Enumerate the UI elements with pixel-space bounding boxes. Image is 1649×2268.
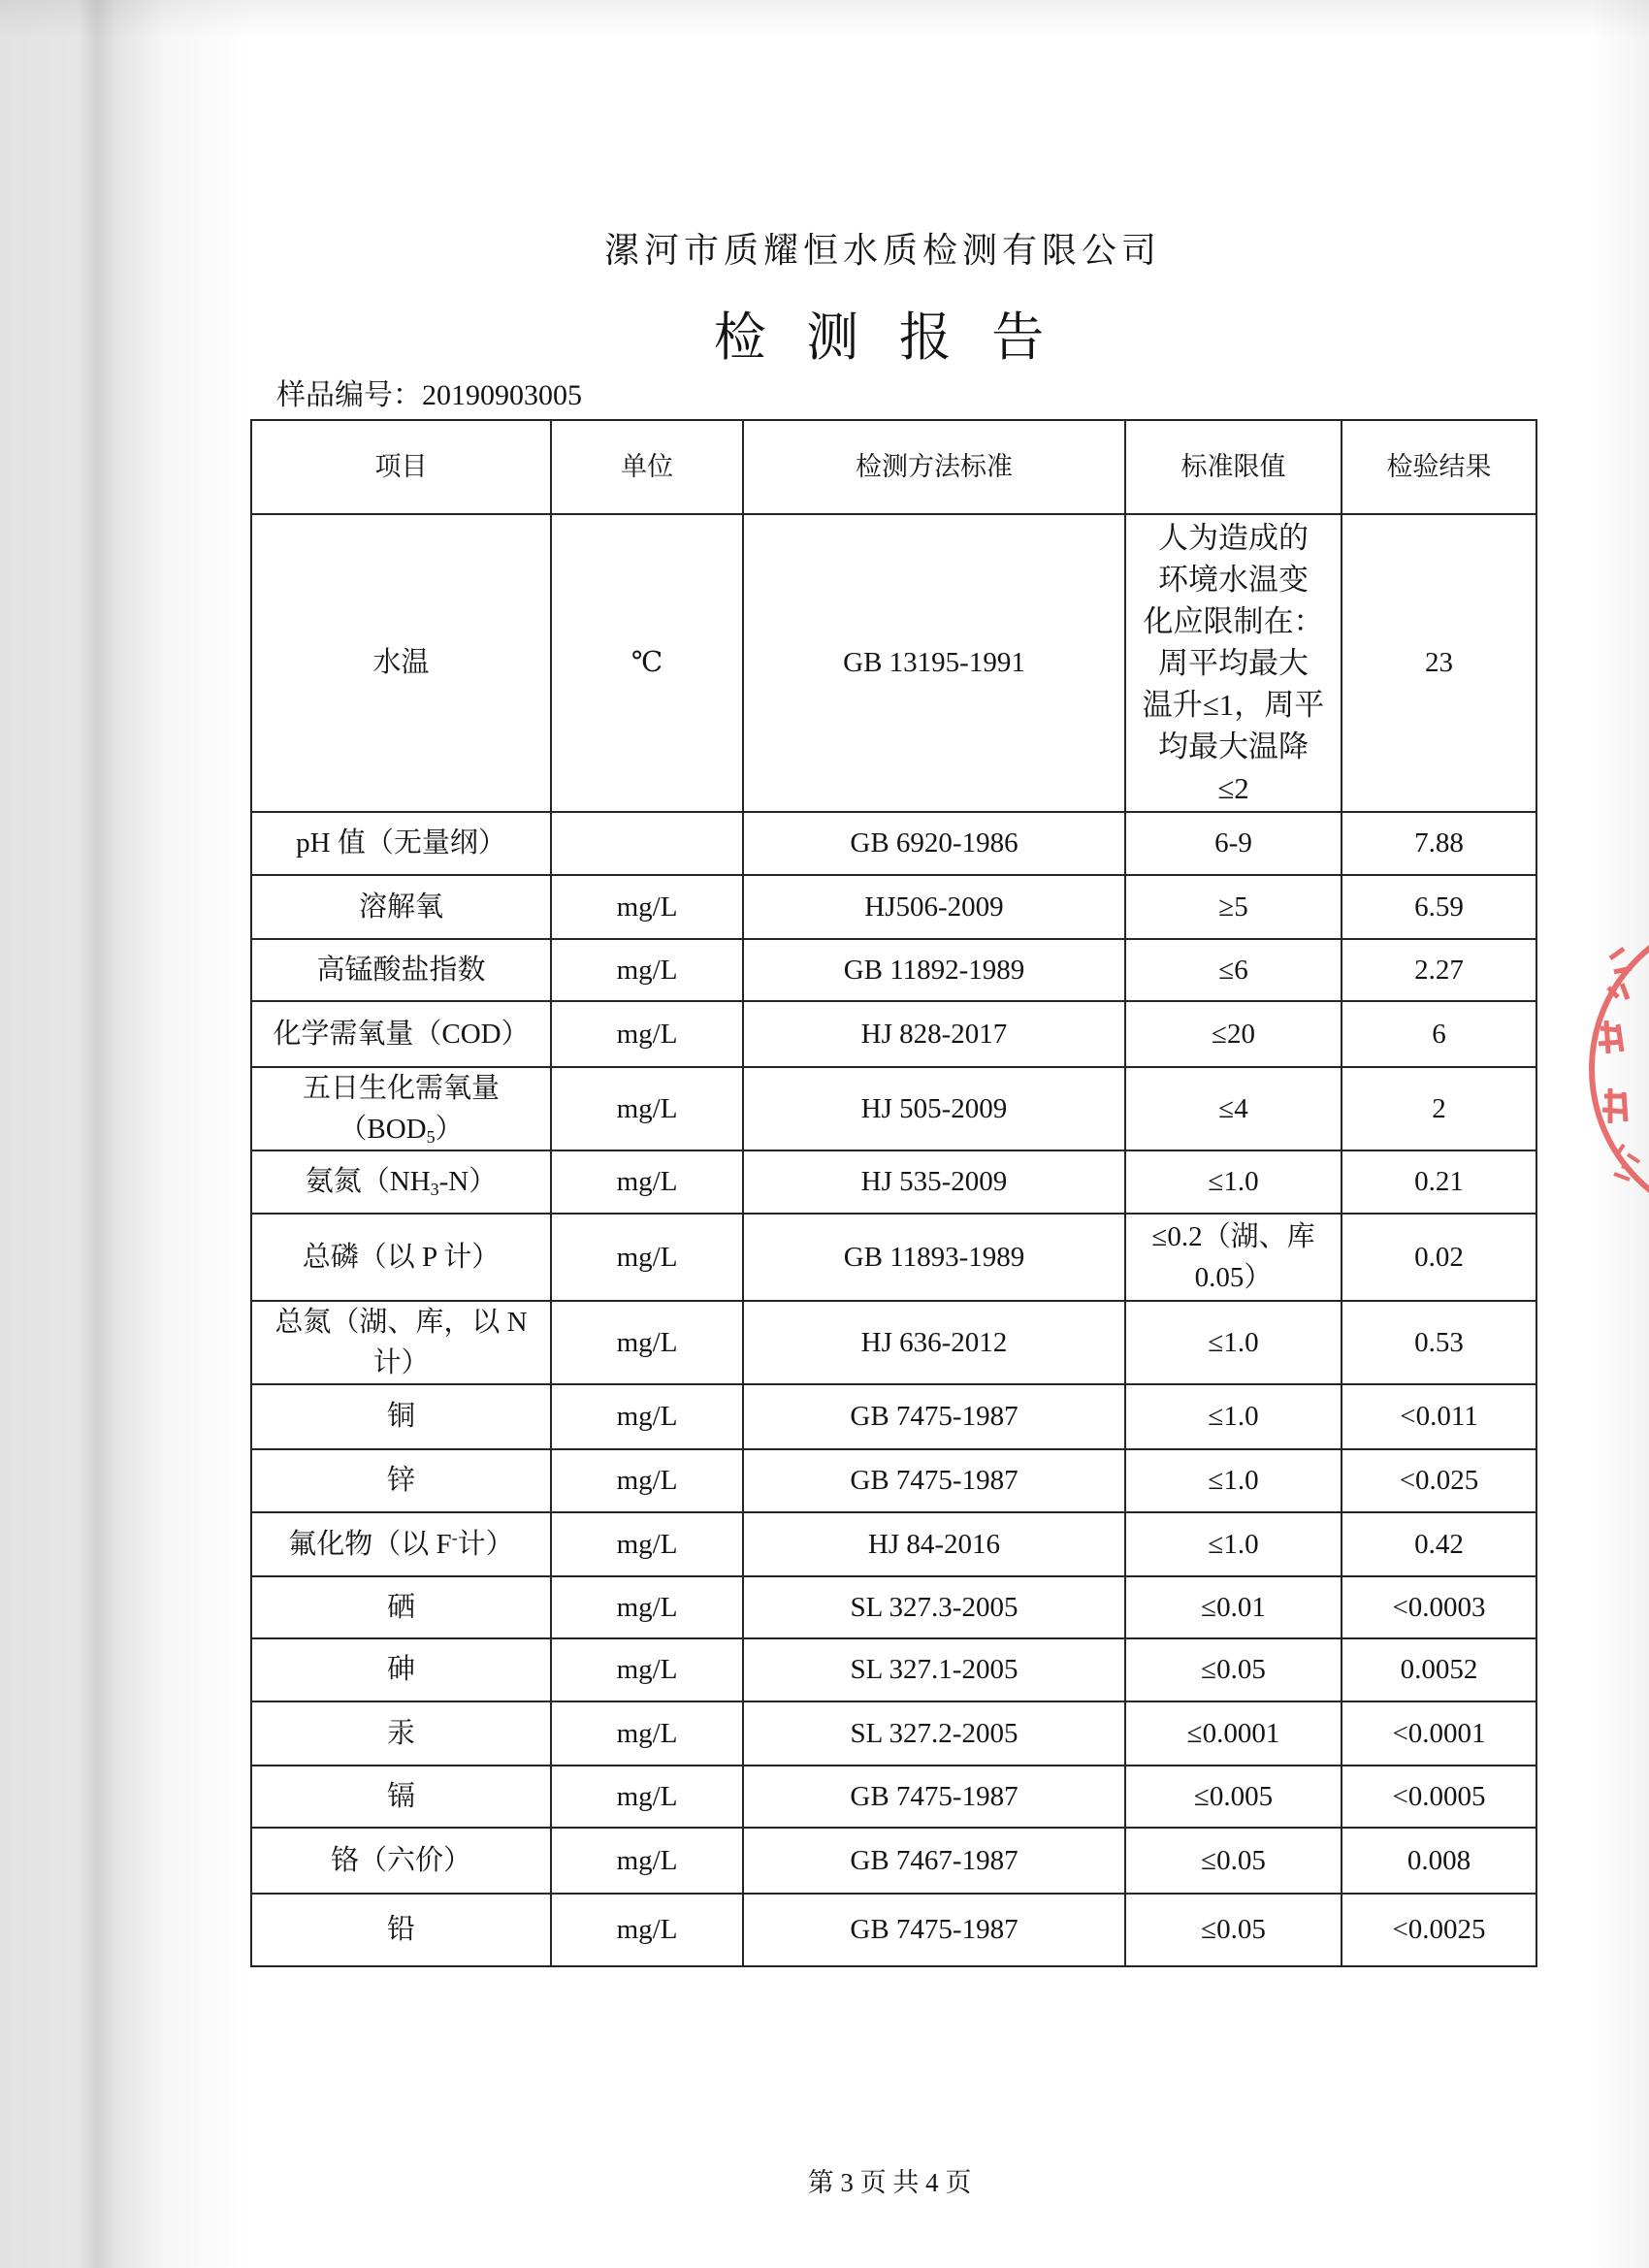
seal-stamp: [1571, 912, 1649, 1222]
cell-unit: mg/L: [551, 1214, 743, 1301]
table-row-cadmium: [251, 1766, 1536, 1828]
header-result: 检验结果: [1342, 420, 1536, 514]
cell-result: 0.008: [1342, 1828, 1536, 1894]
cell-limit: ≤0.05: [1125, 1638, 1342, 1701]
cell-unit: mg/L: [551, 1449, 743, 1512]
cell-limit: ≤0.0001: [1125, 1701, 1342, 1766]
cell-limit: ≤1.0: [1125, 1384, 1342, 1449]
cell-limit: ≤6: [1125, 939, 1342, 1001]
subscript: 3: [430, 1180, 439, 1200]
cell-limit: ≤0.005: [1125, 1766, 1342, 1828]
table-row-copper: [251, 1384, 1536, 1449]
cell-method: GB 7475-1987: [743, 1384, 1125, 1449]
cell-result: 0.53: [1342, 1301, 1536, 1384]
item-text: -N）: [438, 1166, 498, 1197]
header-item: 项目: [251, 420, 551, 514]
cell-unit: mg/L: [551, 1701, 743, 1766]
page-footer: 第 3 页 共 4 页: [807, 2168, 972, 2197]
cell-limit: ≤0.01: [1125, 1576, 1342, 1638]
cell-result: 6.59: [1342, 875, 1536, 939]
item-line: 五日生化需氧量: [302, 1073, 500, 1104]
cell-limit: ≤0.05: [1125, 1894, 1342, 1966]
cell-result: 2: [1342, 1067, 1536, 1150]
cell-result: 0.02: [1342, 1214, 1536, 1301]
cell-item: [251, 1067, 551, 1150]
header-limit: 标准限值: [1125, 420, 1342, 514]
cell-limit: ≤4: [1125, 1067, 1342, 1150]
table-row-chromium-vi: [251, 1828, 1536, 1894]
cell-limit: ≥5: [1125, 875, 1342, 939]
header-unit: 单位: [551, 420, 743, 514]
table-row-total-phosphorus: [251, 1214, 1536, 1301]
item-text: ）: [435, 1114, 464, 1145]
cell-method: SL 327.3-2005: [743, 1576, 1125, 1638]
cell-item: 溶解氧: [251, 875, 551, 939]
cell-unit: [551, 812, 743, 875]
limit-line: 周平均最大: [1158, 646, 1309, 680]
cell-limit: ≤1.0: [1125, 1449, 1342, 1512]
limit-line: 人为造成的: [1158, 521, 1309, 555]
cell-item: 铬（六价）: [251, 1828, 551, 1894]
company-name: 漯河市质耀恒水质检测有限公司: [603, 231, 1161, 270]
cell-item: 锌: [251, 1449, 551, 1512]
cell-method: HJ 636-2012: [743, 1301, 1125, 1384]
seal-mark: [1608, 949, 1632, 999]
table-row-selenium: [251, 1576, 1536, 1638]
cell-limit: ≤1.0: [1125, 1301, 1342, 1384]
item-line: 总氮（湖、库，以 N: [275, 1307, 528, 1338]
cell-unit: mg/L: [551, 875, 743, 939]
item-text: （BOD: [339, 1114, 427, 1145]
cell-unit: mg/L: [551, 1576, 743, 1638]
table-row-ammonia-nitrogen: [251, 1150, 1536, 1214]
cell-unit: mg/L: [551, 1150, 743, 1214]
cell-item: [251, 1512, 551, 1576]
cell-method: GB 7467-1987: [743, 1828, 1125, 1894]
cell-result: 23: [1342, 514, 1536, 812]
item-text: 计）: [457, 1528, 514, 1560]
limit-line: ≤0.2（湖、库: [1151, 1221, 1315, 1252]
cell-item: pH 值（无量纲）: [251, 812, 551, 875]
cell-method: GB 7475-1987: [743, 1449, 1125, 1512]
table-row-dissolved-oxygen: [251, 875, 1536, 939]
cell-unit: mg/L: [551, 1894, 743, 1966]
cell-item: 硒: [251, 1576, 551, 1638]
limit-line: 0.05）: [1194, 1262, 1273, 1293]
table-row-zinc: [251, 1449, 1536, 1512]
cell-unit: mg/L: [551, 1766, 743, 1828]
cell-result: 7.88: [1342, 812, 1536, 875]
subscript: 5: [426, 1127, 436, 1148]
limit-line: 温升≤1，周平: [1142, 688, 1325, 722]
limit-line: 环境水温变: [1158, 563, 1309, 597]
cell-method: GB 7475-1987: [743, 1766, 1125, 1828]
cell-limit: ≤0.05: [1125, 1828, 1342, 1894]
cell-item: [251, 1150, 551, 1214]
seal-mark: [1602, 1088, 1626, 1123]
cell-unit: mg/L: [551, 1067, 743, 1150]
cell-method: SL 327.2-2005: [743, 1701, 1125, 1766]
cell-result: <0.0003: [1342, 1576, 1536, 1638]
sample-number: 样品编号：20190903005: [276, 379, 582, 411]
cell-result: <0.0005: [1342, 1766, 1536, 1828]
cell-unit: mg/L: [551, 939, 743, 1001]
table-row-mercury: [251, 1701, 1536, 1766]
table-row-permanganate-index: [251, 939, 1536, 1001]
table-row-cod: [251, 1001, 1536, 1067]
cell-result: <0.0025: [1342, 1894, 1536, 1966]
table-row-fluoride: [251, 1512, 1536, 1576]
cell-method: HJ506-2009: [743, 875, 1125, 939]
table-row-total-nitrogen: [251, 1301, 1536, 1384]
cell-unit: ℃: [551, 514, 743, 812]
cell-unit: mg/L: [551, 1001, 743, 1067]
cell-method: SL 327.1-2005: [743, 1638, 1125, 1701]
cell-method: HJ 505-2009: [743, 1067, 1125, 1150]
cell-unit: mg/L: [551, 1828, 743, 1894]
table-header-row: [251, 420, 1536, 514]
cell-item: 铜: [251, 1384, 551, 1449]
cell-item: 总磷（以 P 计）: [251, 1214, 551, 1301]
cell-method: GB 7475-1987: [743, 1894, 1125, 1966]
cell-unit: mg/L: [551, 1384, 743, 1449]
cell-limit: ≤1.0: [1125, 1150, 1342, 1214]
item-line: [258, 1109, 544, 1150]
cell-limit: 6-9: [1125, 812, 1342, 875]
table-row-lead: [251, 1894, 1536, 1966]
superscript: -: [451, 1527, 458, 1547]
cell-result: 6: [1342, 1001, 1536, 1067]
cell-method: GB 6920-1986: [743, 812, 1125, 875]
limit-line: 均最大温降: [1158, 729, 1309, 763]
cell-method: GB 11893-1989: [743, 1214, 1125, 1301]
cell-item: 化学需氧量（COD）: [251, 1001, 551, 1067]
report-title: 检 测 报 告: [713, 308, 1058, 367]
cell-item: 高锰酸盐指数: [251, 939, 551, 1001]
limit-line: ≤2: [1217, 771, 1249, 805]
seal-mark: [1599, 1021, 1622, 1053]
cell-limit: [1125, 1214, 1342, 1301]
cell-unit: mg/L: [551, 1301, 743, 1384]
cell-method: GB 11892-1989: [743, 939, 1125, 1001]
cell-unit: mg/L: [551, 1512, 743, 1576]
test-results-table: [250, 419, 1537, 1967]
table-row-arsenic: [251, 1638, 1536, 1701]
cell-result: <0.0001: [1342, 1701, 1536, 1766]
header-method: 检测方法标准: [743, 420, 1125, 514]
item-line: 计）: [372, 1347, 430, 1378]
table-row-bod5: [251, 1067, 1536, 1150]
cell-item: 砷: [251, 1638, 551, 1701]
table-row-ph: [251, 812, 1536, 875]
cell-item: 水温: [251, 514, 551, 812]
item-text: 氟化物（以 F: [288, 1528, 452, 1560]
cell-item: [251, 1301, 551, 1384]
cell-item: 汞: [251, 1701, 551, 1766]
cell-result: 0.21: [1342, 1150, 1536, 1214]
cell-method: HJ 535-2009: [743, 1150, 1125, 1214]
cell-result: 0.0052: [1342, 1638, 1536, 1701]
cell-limit: [1125, 514, 1342, 812]
limit-line: 化应限制在：: [1143, 604, 1324, 638]
cell-result: 2.27: [1342, 939, 1536, 1001]
cell-result: <0.025: [1342, 1449, 1536, 1512]
cell-method: HJ 84-2016: [743, 1512, 1125, 1576]
cell-item: 镉: [251, 1766, 551, 1828]
cell-limit: ≤20: [1125, 1001, 1342, 1067]
cell-limit: ≤1.0: [1125, 1512, 1342, 1576]
cell-result: 0.42: [1342, 1512, 1536, 1576]
cell-method: HJ 828-2017: [743, 1001, 1125, 1067]
cell-unit: mg/L: [551, 1638, 743, 1701]
cell-method: GB 13195-1991: [743, 514, 1125, 812]
cell-result: <0.011: [1342, 1384, 1536, 1449]
cell-item: 铅: [251, 1894, 551, 1966]
item-text: 氨氮（NH: [305, 1166, 431, 1197]
table-row-water-temperature: [251, 514, 1536, 812]
